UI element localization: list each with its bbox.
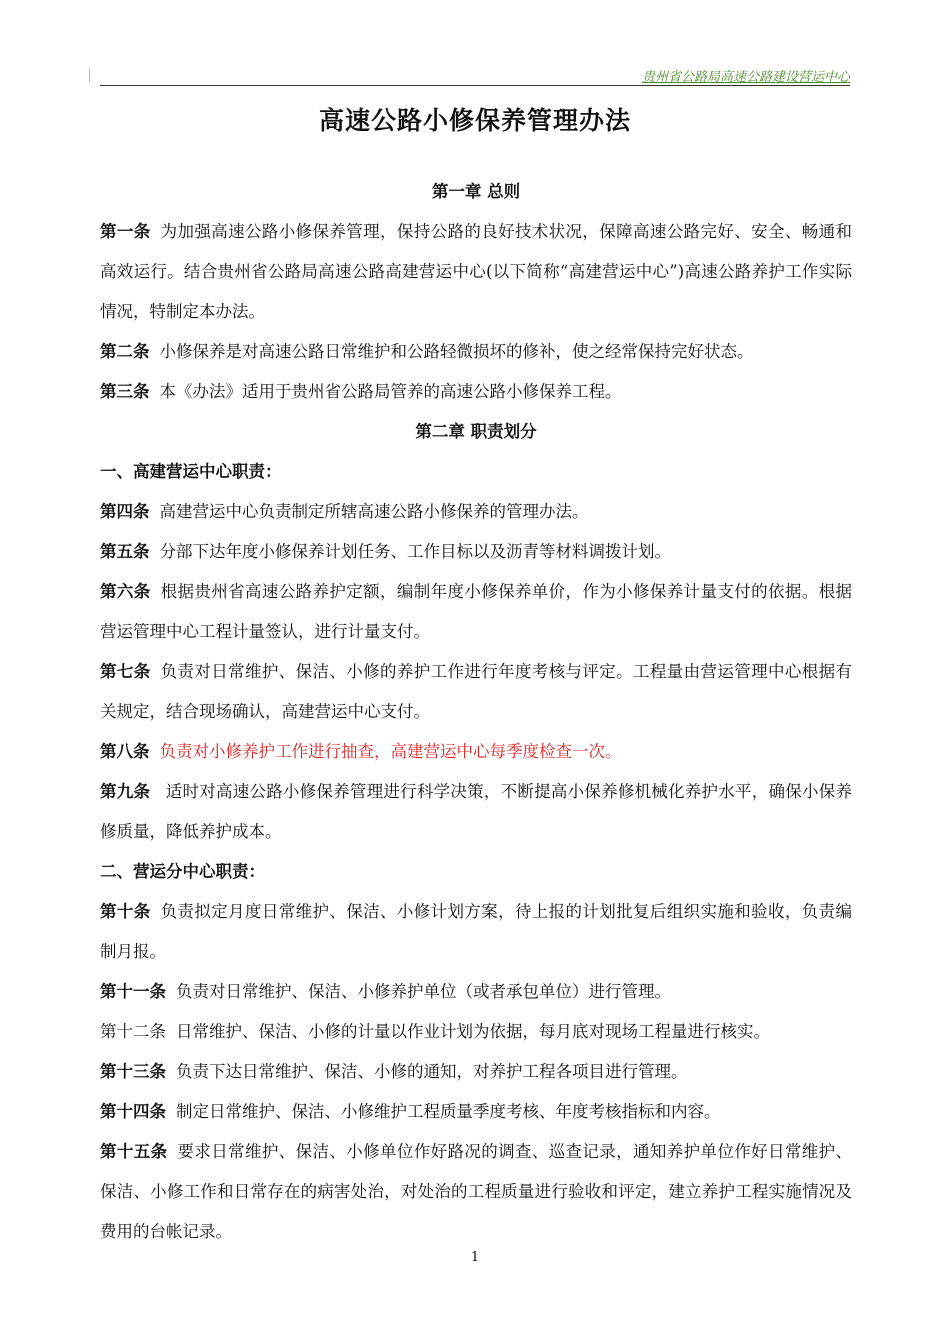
- article-15-label: 第十五条: [100, 1142, 168, 1161]
- article-14-label: 第十四条: [100, 1102, 166, 1121]
- header-margin-mark: [89, 68, 90, 82]
- article-12-label: 第十二条: [100, 1022, 166, 1041]
- article-5-label: 第五条: [100, 542, 150, 561]
- article-12: [100, 1012, 852, 1052]
- article-6: [100, 572, 852, 652]
- article-5-text: 分部下达年度小修保养计划任务、工作目标以及沥青等材料调拨计划。: [159, 542, 671, 561]
- article-13-text: 负责下达日常维护、保洁、小修的通知，对养护工程各项目进行管理。: [176, 1062, 688, 1081]
- document-body: [100, 172, 852, 1252]
- article-8-text: 负责对小修养护工作进行抽查，高建营运中心每季度检查一次。: [159, 742, 622, 761]
- article-4: [100, 492, 852, 532]
- header-org-name: 贵州省公路局高速公路建设营运中心: [641, 70, 850, 85]
- article-1-text: 为加强高速公路小修保养管理，保持公路的良好技术状况，保障高速公路完好、安全、畅通和高效运行。结合贵州省公路局高速公路高建营运中心(以下简称“高建营运中心”)高速公路养护工作实际情况，特制定本办法。: [100, 222, 853, 321]
- article-9-text: 适时对高速公路小修保养管理进行科学决策，不断提高小保养修机械化养护水平，确保小保养修质量，降低养护成本。: [100, 782, 852, 841]
- article-4-text: 高建营运中心负责制定所辖高速公路小修保养的管理办法。: [159, 502, 589, 521]
- article-5: [100, 532, 852, 572]
- article-3-text: 本《办法》适用于贵州省公路局管养的高速公路小修保养工程。: [159, 382, 622, 401]
- article-7-text: 负责对日常维护、保洁、小修的养护工作进行年度考核与评定。工程量由营运管理中心根据有关规定，结合现场确认，高建营运中心支付。: [100, 662, 853, 721]
- article-2-text: 小修保养是对高速公路日常维护和公路轻微损坏的修补，使之经常保持完好状态。: [159, 342, 754, 361]
- section-1-heading: 一、高建营运中心职责：: [100, 462, 282, 481]
- article-7: [100, 652, 852, 732]
- article-11-label: 第十一条: [100, 982, 166, 1001]
- chapter-2-heading: 第二章 职责划分: [415, 422, 537, 441]
- article-13-label: 第十三条: [100, 1062, 166, 1081]
- article-10: [100, 892, 852, 972]
- header-rule: [100, 85, 850, 86]
- page-number: 1: [470, 1250, 480, 1265]
- article-13: [100, 1052, 852, 1092]
- article-3: [100, 372, 852, 412]
- article-14: [100, 1092, 852, 1132]
- article-2-label: 第二条: [100, 342, 150, 361]
- article-11: [100, 972, 852, 1012]
- article-8-label: 第八条: [100, 742, 150, 761]
- article-15-text: 要求日常维护、保洁、小修单位作好路况的调查、巡查记录，通知养护单位作好日常维护、保洁、小修工作和日常存在的病害处治，对处治的工程质量进行验收和评定，建立养护工程实施情况及费用的台帐记录。: [100, 1142, 853, 1241]
- article-10-label: 第十条: [100, 902, 151, 921]
- document-title: 高速公路小修保养管理办法: [318, 106, 631, 135]
- chapter-1-heading: 第一章 总则: [431, 182, 521, 201]
- article-8: [100, 732, 852, 772]
- section-2-heading: 二、营运分中心职责：: [100, 862, 265, 881]
- article-12-text: 日常维护、保洁、小修的计量以作业计划为依据，每月底对现场工程量进行核实。: [176, 1022, 770, 1041]
- article-9: [100, 772, 852, 852]
- article-3-label: 第三条: [100, 382, 150, 401]
- article-6-text: 根据贵州省高速公路养护定额，编制年度小修保养单价，作为小修保养计量支付的依据。根据营运管理中心工程计量签认，进行计量支付。: [100, 582, 853, 641]
- article-7-label: 第七条: [100, 662, 151, 681]
- article-1-label: 第一条: [100, 222, 151, 241]
- article-14-text: 制定日常维护、保洁、小修维护工程质量季度考核、年度考核指标和内容。: [176, 1102, 721, 1121]
- article-6-label: 第六条: [100, 582, 151, 601]
- article-2: [100, 332, 852, 372]
- article-11-text: 负责对日常维护、保洁、小修养护单位（或者承包单位）进行管理。: [176, 982, 671, 1001]
- article-9-label: 第九条: [100, 782, 151, 801]
- article-15: [100, 1132, 852, 1252]
- article-4-label: 第四条: [100, 502, 150, 521]
- article-1: [100, 212, 852, 332]
- article-10-text: 负责拟定月度日常维护、保洁、小修计划方案，待上报的计划批复后组织实施和验收，负责编制月报。: [100, 902, 853, 961]
